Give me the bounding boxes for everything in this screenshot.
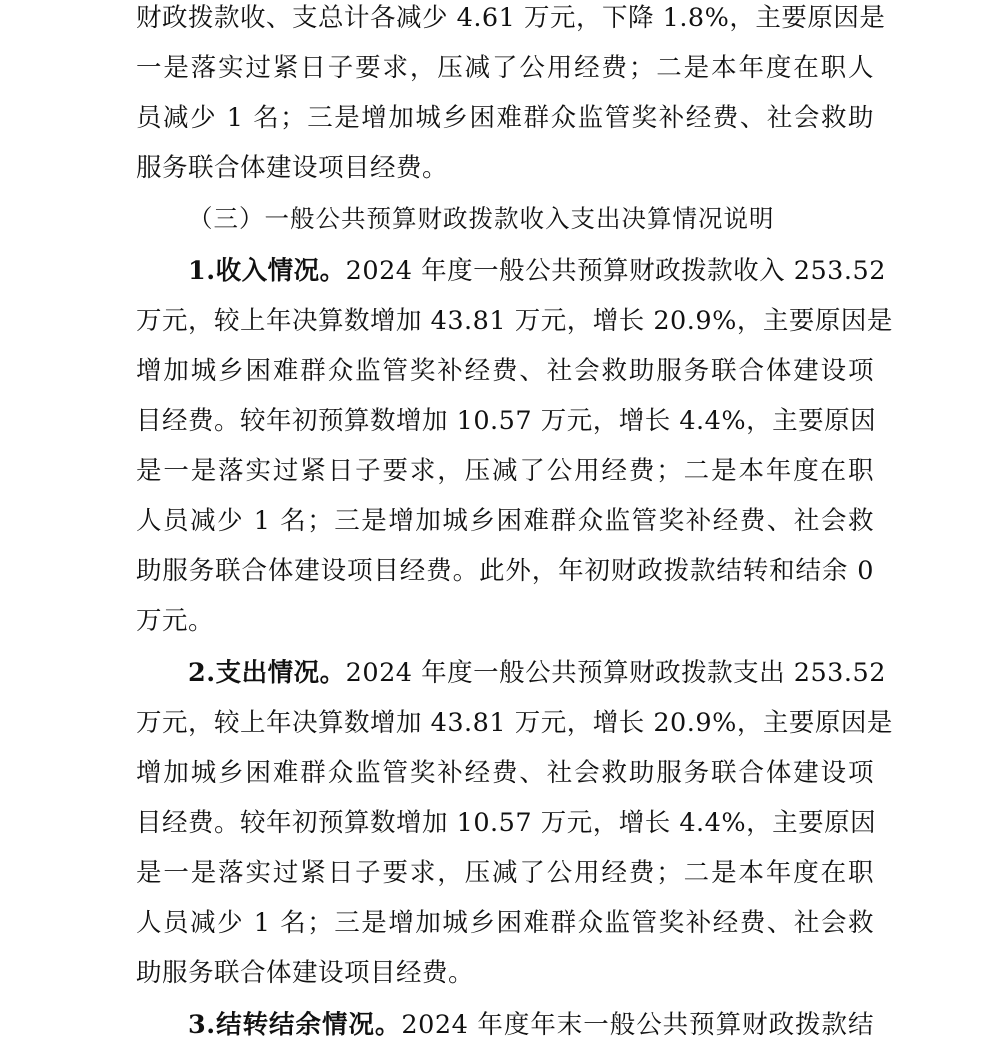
expense-line-5: 是一是落实过紧日子要求，压减了公用经费；二是本年度在职 bbox=[136, 858, 874, 888]
income-line-1-text: 2024 年度一般公共预算财政拨款收入 253.52 bbox=[345, 256, 886, 286]
income-title: 1.收入情况。 bbox=[188, 256, 346, 286]
income-line-6: 人员减少 1 名；三是增加城乡困难群众监管奖补经费、社会救 bbox=[136, 506, 874, 536]
expense-title: 2.支出情况。 bbox=[188, 658, 346, 688]
income-line-5: 是一是落实过紧日子要求，压减了公用经费；二是本年度在职 bbox=[136, 456, 874, 486]
income-line-7: 助服务联合体建设项目经费。此外，年初财政拨款结转和结余 0 bbox=[136, 556, 874, 586]
expense-line-2: 万元，较上年决算数增加 43.81 万元，增长 20.9%，主要原因是 bbox=[136, 708, 893, 738]
intro-line-4: 服务联合体建设项目经费。 bbox=[136, 153, 449, 183]
income-line-8: 万元。 bbox=[136, 606, 215, 636]
expense-line-7: 助服务联合体建设项目经费。 bbox=[136, 958, 475, 988]
carryover-title: 3.结转结余情况。 bbox=[188, 1010, 402, 1040]
intro-line-1: 财政拨款收、支总计各减少 4.61 万元，下降 1.8%，主要原因是 bbox=[136, 3, 886, 33]
carryover-line-1 bbox=[136, 1007, 874, 1057]
income-line-2: 万元，较上年决算数增加 43.81 万元，增长 20.9%，主要原因是 bbox=[136, 306, 893, 336]
income-line-4: 目经费。较年初预算数增加 10.57 万元，增长 4.4%，主要原因 bbox=[136, 406, 877, 436]
income-line-3: 增加城乡困难群众监管奖补经费、社会救助服务联合体建设项 bbox=[136, 356, 874, 386]
expense-line-4: 目经费。较年初预算数增加 10.57 万元，增长 4.4%，主要原因 bbox=[136, 808, 877, 838]
intro-line-3: 员减少 1 名；三是增加城乡困难群众监管奖补经费、社会救助 bbox=[136, 103, 874, 133]
carryover-line-1-text: 2024 年度年末一般公共预算财政拨款结 bbox=[401, 1010, 874, 1040]
intro-line-2: 一是落实过紧日子要求，压减了公用经费；二是本年度在职人 bbox=[136, 53, 874, 83]
income-line-1 bbox=[136, 253, 886, 303]
expense-line-3: 增加城乡困难群众监管奖补经费、社会救助服务联合体建设项 bbox=[136, 758, 874, 788]
expense-line-6: 人员减少 1 名；三是增加城乡困难群众监管奖补经费、社会救 bbox=[136, 908, 874, 938]
section-heading: （三）一般公共预算财政拨款收入支出决算情况说明 bbox=[188, 204, 775, 233]
expense-line-1 bbox=[136, 655, 886, 705]
expense-line-1-text: 2024 年度一般公共预算财政拨款支出 253.52 bbox=[345, 658, 886, 688]
